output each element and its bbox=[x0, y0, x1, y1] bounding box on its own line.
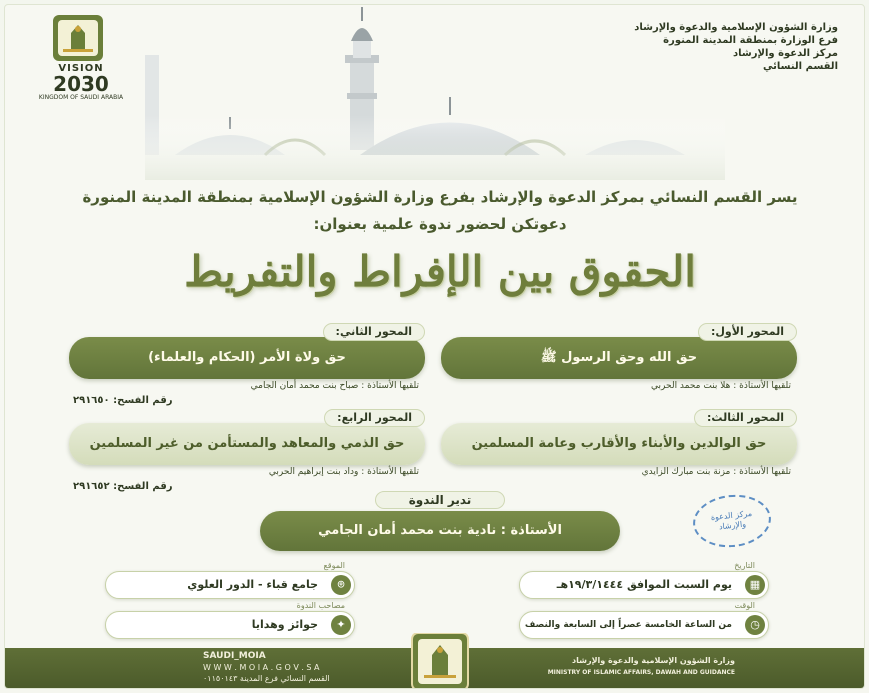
extras-pill bbox=[105, 611, 355, 639]
org-line-3: مركز الدعوة والإرشاد bbox=[733, 48, 838, 59]
org-line-1: وزارة الشؤون الإسلامية والدعوة والإرشاد bbox=[634, 22, 838, 33]
extras-label: مصاحب الندوة bbox=[296, 601, 345, 610]
moderator-tag: تدير الندوة bbox=[375, 491, 505, 509]
axis-topic: حق الذمي والمعاهد والمستأمن من غير المسلمين bbox=[69, 423, 425, 465]
footer-emblem bbox=[400, 633, 480, 689]
axis-tag: المحور الرابع: bbox=[324, 409, 425, 427]
axis-lecturer: تلقيها الأستاذة : وداد بنت إبراهيم الحربي bbox=[268, 467, 419, 477]
time-pill bbox=[519, 611, 769, 639]
gift-icon: ✦ bbox=[331, 615, 351, 635]
org-line-2: فرع الوزارة بمنطقة المدينة المنورة bbox=[663, 35, 838, 46]
vision-2030-logo bbox=[31, 63, 131, 101]
time-value: من الساعة الخامسة عصراً إلى السابعة والنصف bbox=[524, 620, 732, 630]
seminar-title: الحقوق بين الإفراط والتفريط bbox=[184, 247, 696, 296]
intro-line-2: دعوتكن لحضور ندوة علمية بعنوان: bbox=[313, 215, 567, 233]
footer-phone: القسم النسائي فرع المدينة ٠١١٥٠١٤٣ bbox=[203, 674, 330, 683]
location-value: جامع قباء - الدور العلوي bbox=[187, 578, 318, 591]
footer-ministry bbox=[525, 655, 735, 679]
vision-label: VISION bbox=[58, 63, 104, 74]
date-label: التاريخ bbox=[734, 561, 755, 570]
footer-contacts bbox=[203, 651, 403, 684]
axis-topic: حق الله وحق الرسول ﷺ bbox=[441, 337, 797, 379]
organization-header bbox=[608, 21, 838, 73]
location-pill bbox=[105, 571, 355, 599]
moderator-name: الأستاذة : نادية بنت محمد أمان الجامي bbox=[260, 511, 620, 551]
ministry-name-ar: وزارة الشؤون الإسلامية والدعوة والإرشاد bbox=[572, 656, 735, 665]
permit-number: رقم الفسح: ٢٩١٦٥٠ bbox=[73, 395, 173, 406]
center-stamp bbox=[690, 491, 773, 551]
location-label: الموقع bbox=[323, 561, 345, 570]
axis-tag: المحور الثاني: bbox=[323, 323, 425, 341]
poster bbox=[4, 4, 865, 689]
axis-card-2 bbox=[69, 323, 425, 415]
axis-lecturer: تلقيها الأستاذة : مزنة بنت مبارك الزايدي bbox=[641, 467, 791, 477]
clock-icon: ◷ bbox=[745, 615, 765, 635]
ministry-name-en: MINISTRY OF ISLAMIC AFFAIRS, DAWAH AND GUIDANCE bbox=[547, 669, 735, 676]
stamp-line-1: مركز الدعوة bbox=[710, 508, 753, 523]
website: W W W . M O I A . G O V . S A bbox=[203, 663, 320, 672]
calendar-icon: ▦ bbox=[745, 575, 765, 595]
axis-topic: حق ولاة الأمر (الحكام والعلماء) bbox=[69, 337, 425, 379]
org-line-4: القسم النسائي bbox=[763, 61, 838, 72]
stamp-line-2: والإرشاد bbox=[718, 519, 747, 532]
axis-card-1 bbox=[441, 323, 797, 403]
axis-lecturer: تلقيها الأستاذة : صباح بنت محمد أمان الجامي bbox=[250, 381, 419, 391]
extras-value: جوائز وهدايا bbox=[251, 618, 318, 631]
vision-year: 2030 bbox=[53, 72, 109, 96]
axis-card-4 bbox=[69, 409, 425, 501]
axis-lecturer: تلقيها الأستاذة : هلا بنت محمد الحربي bbox=[651, 381, 791, 391]
date-pill bbox=[519, 571, 769, 599]
vision-sub: KINGDOM OF SAUDI ARABIA bbox=[38, 94, 124, 101]
time-label: الوقت bbox=[734, 601, 755, 610]
permit-number: رقم الفسح: ٢٩١٦٥٢ bbox=[73, 481, 173, 492]
social-handle: SAUDI_MOIA bbox=[203, 651, 266, 661]
intro-line-1: يسر القسم النسائي بمركز الدعوة والإرشاد بفرع وزارة الشؤون الإسلامية بمنطقة المدينة المنورة bbox=[82, 188, 798, 206]
axis-topic: حق الوالدين والأبناء والأقارب وعامة المسلمين bbox=[441, 423, 797, 465]
axis-tag: المحور الأول: bbox=[698, 323, 797, 341]
date-value: يوم السبت الموافق ١٩/٣/١٤٤٤هـ bbox=[556, 578, 732, 591]
axis-card-3 bbox=[441, 409, 797, 489]
axis-tag: المحور الثالث: bbox=[694, 409, 797, 427]
location-pin-icon: ⌾ bbox=[331, 575, 351, 595]
